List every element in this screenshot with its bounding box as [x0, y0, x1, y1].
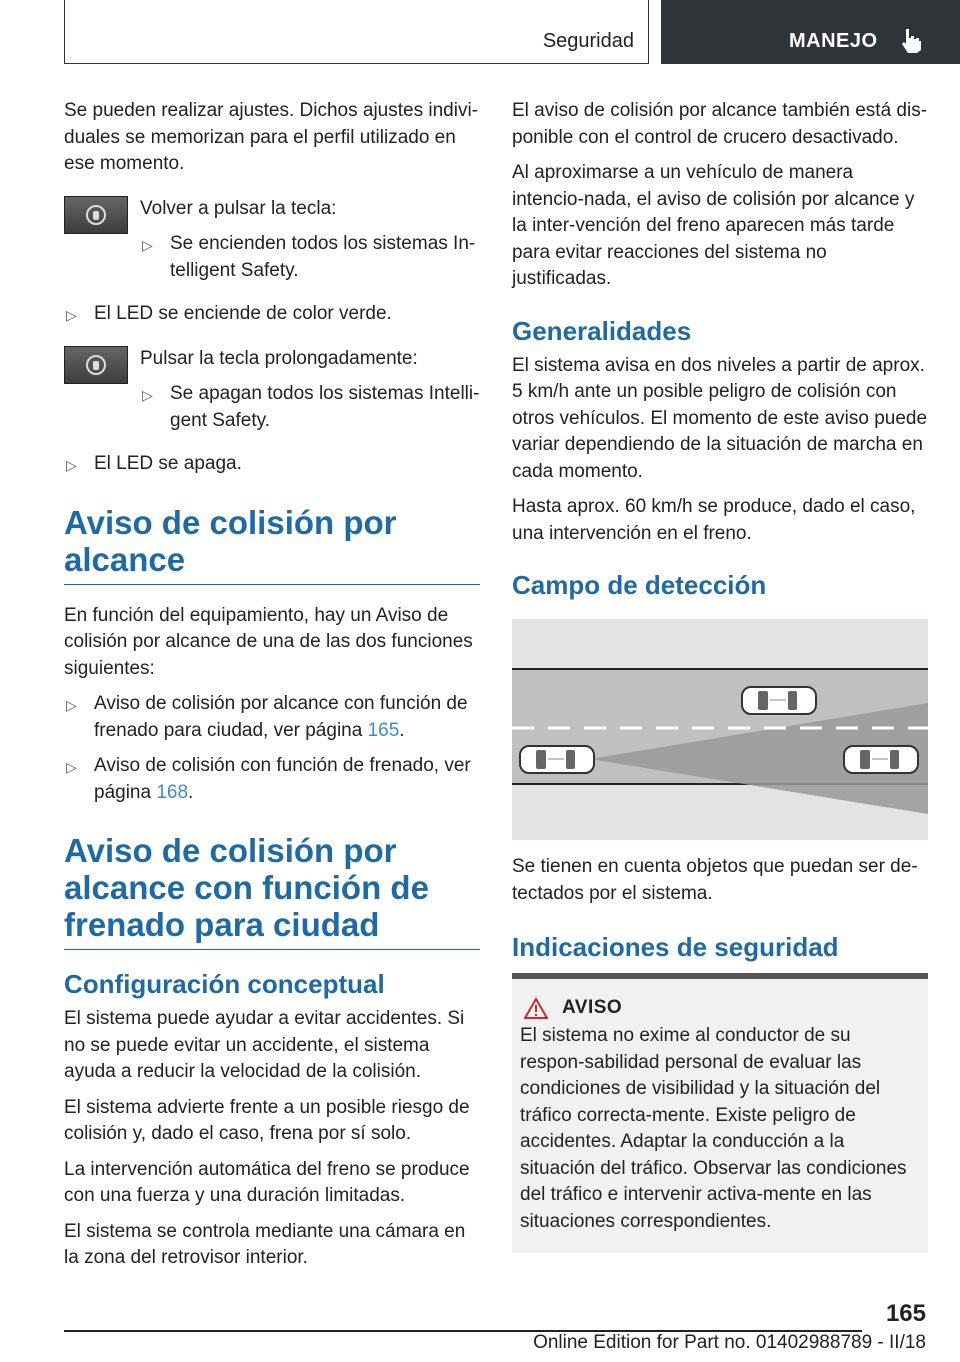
hand-pointer-icon: [897, 26, 925, 54]
list-item: ▷ Aviso de colisión por alcance con función de frenado para ciudad, ver página 165.: [66, 693, 468, 741]
paragraph: La intervención automática del freno se produce con una fuerza y una duración limitadas.: [64, 1158, 470, 1206]
bullet-triangle-icon: ▷: [66, 697, 77, 713]
page-link-168[interactable]: 168: [156, 781, 189, 803]
paragraph: El sistema puede ayudar a evitar accidentes. Si no se puede evitar un accidente, el sistema ayuda a reducir la velocidad de la colisión.: [64, 1008, 465, 1082]
header-chapter-tab[interactable]: [661, 0, 960, 64]
heading-detection-field: Campo de detección: [512, 570, 767, 600]
heading-rear-collision-warning: Aviso de colisión por alcance: [64, 504, 480, 585]
detection-field-diagram: [512, 619, 928, 840]
intro-paragraph: Se pueden realizar ajustes. Dichos ajustes indivi-duales se memorizan para el perfil utilizado en ese momento.: [64, 100, 478, 174]
car-adjacent-lane-icon: [742, 687, 816, 714]
list-item: ▷ Aviso de colisión con función de frenado, ver página 168.: [66, 755, 471, 803]
intelligent-safety-button-icon: [64, 346, 128, 384]
heading-conceptual-config: Configuración conceptual: [64, 969, 385, 999]
paragraph: El sistema se controla mediante una cámara en la zona del retrovisor interior.: [64, 1220, 466, 1268]
bullet-triangle-icon: ▷: [66, 457, 77, 473]
heading-safety-notes: Indicaciones de seguridad: [512, 932, 839, 962]
list-item: ▷ El LED se enciende de color verde.: [64, 301, 480, 328]
car-ego-icon: [520, 746, 594, 773]
header-section-title: Seguridad: [542, 30, 634, 52]
car-ahead-icon: [844, 746, 918, 773]
bullet-triangle-icon: ▷: [66, 759, 77, 775]
warning-title: AVISO: [562, 997, 623, 1018]
heading-general: Generalidades: [512, 315, 692, 346]
intelligent-safety-button-icon: [64, 196, 128, 234]
page-number: 165: [885, 1300, 926, 1327]
header-section-box: [64, 0, 649, 64]
paragraph: El sistema avisa en dos niveles a partir de aprox. 5 km/h ante un posible peligro de colisión con otros vehículos. El momento de este aviso puede variar dependiendo de la situación de marcha en cada momento.: [512, 354, 928, 482]
list-item: ▷ El LED se apaga.: [64, 451, 480, 478]
list-item: ▷ Se encienden todos los sistemas In-telligent Safety.: [142, 233, 476, 281]
warning-triangle-icon: [524, 997, 548, 1019]
warning-box: [512, 973, 928, 1253]
button-instruction-text: Volver a pulsar la tecla:: [140, 197, 337, 219]
right-column: [512, 98, 928, 1253]
page-link-165[interactable]: 165: [367, 719, 400, 741]
warning-text: El sistema no exime al conductor de su respon-sabilidad personal de evaluar las condiciones de visibilidad y la situación del tráfico correcta-mente. Existe peligro de accidentes. Adaptar la conducción a la situación del tráfico. Observar las condiciones del tráfico e intervenir activa-mente en las situaciones correspondientes.: [520, 1025, 907, 1232]
left-column: [64, 98, 480, 1281]
footer-edition: Online Edition for Part no. 01402988789 - II/18: [533, 1332, 926, 1353]
paragraph: Hasta aprox. 60 km/h se produce, dado el caso, una intervención en el freno.: [512, 496, 916, 544]
button-instruction-on: [64, 196, 480, 294]
paragraph: El sistema advierte frente a un posible riesgo de colisión y, dado el caso, frena por sí solo.: [64, 1096, 470, 1144]
list-item: ▷ Se apagan todos los sistemas Intelli-gent Safety.: [142, 383, 480, 431]
paragraph: Al aproximarse a un vehículo de manera intencio-nada, el aviso de colisión por alcance y la inter-vención del freno aparecen más tarde para evitar reacciones del sistema no justificadas.: [512, 162, 915, 289]
heading-city-braking: Aviso de colisión por alcance con función de frenado para ciudad: [64, 832, 480, 950]
paragraph: Se tienen en cuenta objetos que puedan ser de-tectados por el sistema.: [512, 856, 918, 904]
paragraph: El aviso de colisión por alcance también está dis-ponible con el control de crucero desactivado.: [512, 100, 928, 148]
header-chapter-label: MANEJO: [789, 30, 878, 52]
button-instruction-off: [64, 346, 480, 444]
bullet-triangle-icon: ▷: [142, 237, 153, 253]
bullet-triangle-icon: ▷: [66, 307, 77, 323]
bullet-triangle-icon: ▷: [142, 387, 153, 403]
paragraph: En función del equipamiento, hay un Aviso de colisión por alcance de una de las dos funciones siguientes:: [64, 604, 473, 679]
button-instruction-text: Pulsar la tecla prolongadamente:: [140, 347, 418, 369]
